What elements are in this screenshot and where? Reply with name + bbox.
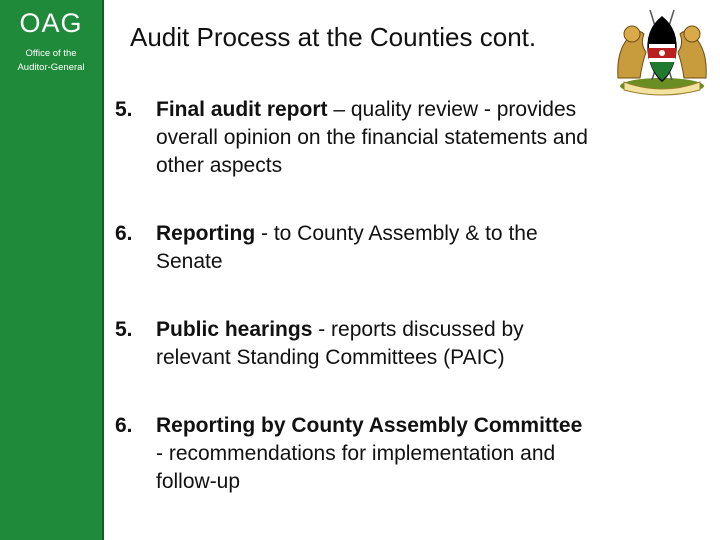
item-separator: – [327, 98, 351, 121]
item-heading: Reporting [156, 222, 256, 245]
item-separator: - [312, 318, 332, 341]
item-heading: Reporting by County Assembly Committee [156, 414, 583, 437]
item-number: 6. [115, 414, 133, 437]
item-number: 6. [115, 222, 133, 245]
item-text-line1: to County Assembly & to the [273, 222, 538, 245]
item-text-line2: overall opinion on the financial statements and [156, 126, 588, 149]
item-text-line3: other aspects [156, 154, 283, 177]
item-text-line2: relevant Standing Committees (PAIC) [156, 346, 505, 369]
oag-subtitle-line2: Auditor-General [17, 62, 85, 73]
item-text-line1: quality review - provides [350, 98, 577, 121]
item-body [156, 220, 712, 276]
item-heading: Final audit report [156, 98, 328, 121]
item-text-line2: - recommendations for implementation and [156, 442, 556, 465]
item-body [156, 412, 712, 496]
oag-logo-subtitle [0, 47, 102, 75]
item-heading: Public hearings [156, 318, 313, 341]
sidebar [0, 0, 104, 540]
item-number: 5. [115, 98, 133, 121]
oag-logo-text: OAG [19, 8, 83, 38]
item-body [156, 96, 712, 180]
item-number: 5. [115, 318, 133, 341]
slide-title: Audit Process at the Counties cont. [130, 22, 537, 52]
item-body [156, 316, 712, 372]
oag-subtitle-line1: Office of the [25, 48, 77, 59]
item-text-line2: Senate [156, 250, 223, 273]
item-text-line1: reports discussed by [331, 318, 524, 341]
item-separator: - [255, 222, 274, 245]
item-text-line3: follow-up [156, 470, 241, 493]
kenya-coat-of-arms-icon [610, 0, 714, 96]
